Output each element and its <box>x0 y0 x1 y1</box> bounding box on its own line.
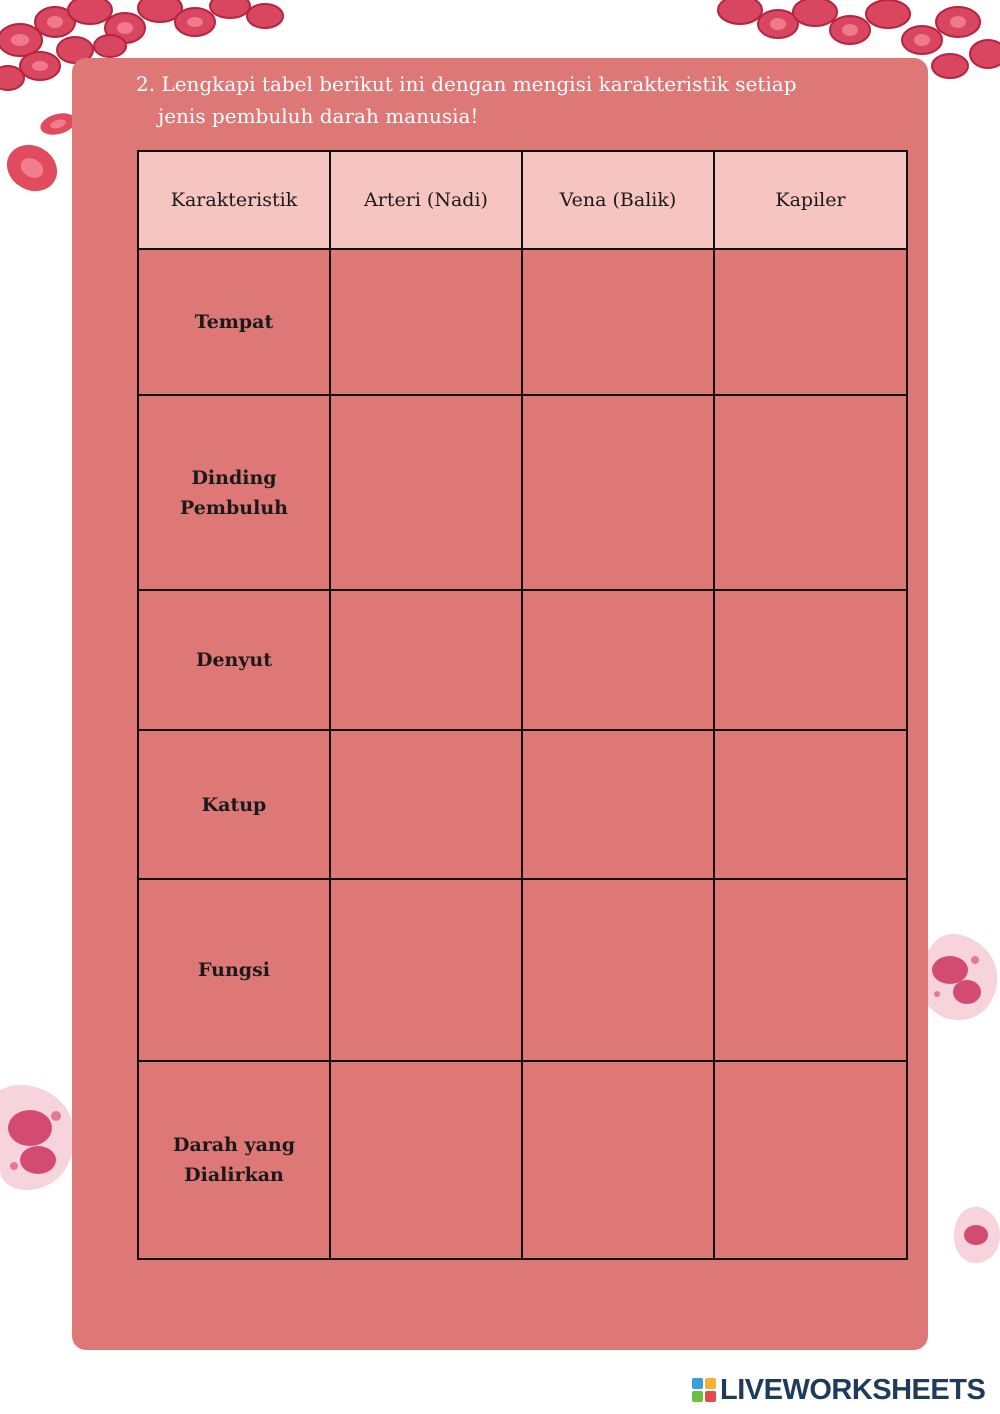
brand-name: LIVEWORKSHEETS <box>720 1373 986 1406</box>
row-label <box>138 395 330 590</box>
answer-cell[interactable] <box>330 1061 522 1259</box>
row-label: Denyut <box>138 590 330 730</box>
answer-cell[interactable] <box>522 590 714 730</box>
characteristics-table <box>137 150 908 1260</box>
table-row <box>138 1061 907 1259</box>
header-kapiler: Kapiler <box>714 151 907 249</box>
answer-cell[interactable] <box>522 730 714 879</box>
white-blood-cell-icon <box>952 1205 1000 1265</box>
table-row <box>138 730 907 879</box>
table-row <box>138 249 907 395</box>
answer-cell[interactable] <box>522 395 714 590</box>
row-label: Katup <box>138 730 330 879</box>
white-blood-cell-icon <box>0 1080 80 1195</box>
answer-cell[interactable] <box>330 590 522 730</box>
row-label-line-2: Pembuluh <box>180 496 288 519</box>
answer-cell[interactable] <box>714 249 907 395</box>
answer-cell[interactable] <box>522 879 714 1061</box>
answer-cell[interactable] <box>714 395 907 590</box>
row-label-line-1: Darah yang <box>173 1134 295 1156</box>
liveworksheets-brand[interactable] <box>692 1372 985 1408</box>
row-label <box>138 1061 330 1259</box>
row-label: Tempat <box>138 249 330 395</box>
row-label: Fungsi <box>138 879 330 1061</box>
answer-cell[interactable] <box>330 879 522 1061</box>
instruction-line-2: jenis pembuluh darah manusia! <box>158 104 479 128</box>
table-row <box>138 879 907 1061</box>
header-arteri: Arteri (Nadi) <box>330 151 522 249</box>
table-row <box>138 590 907 730</box>
row-label-line-1: Dinding <box>191 466 277 489</box>
instruction-line-1: 2. Lengkapi tabel berikut ini dengan mengisi karakteristik setiap <box>136 72 797 96</box>
answer-cell[interactable] <box>714 590 907 730</box>
header-karakteristik: Karakteristik <box>138 151 330 249</box>
answer-cell[interactable] <box>330 730 522 879</box>
answer-cell[interactable] <box>330 395 522 590</box>
instruction-text <box>136 68 856 132</box>
answer-cell[interactable] <box>714 1061 907 1259</box>
header-vena: Vena (Balik) <box>522 151 714 249</box>
answer-cell[interactable] <box>522 249 714 395</box>
liveworksheets-logo-icon <box>692 1378 716 1402</box>
table-header-row <box>138 151 907 249</box>
answer-cell[interactable] <box>522 1061 714 1259</box>
row-label-line-2: Dialirkan <box>184 1164 284 1186</box>
answer-cell[interactable] <box>714 730 907 879</box>
answer-cell[interactable] <box>330 249 522 395</box>
table-row <box>138 395 907 590</box>
answer-cell[interactable] <box>714 879 907 1061</box>
